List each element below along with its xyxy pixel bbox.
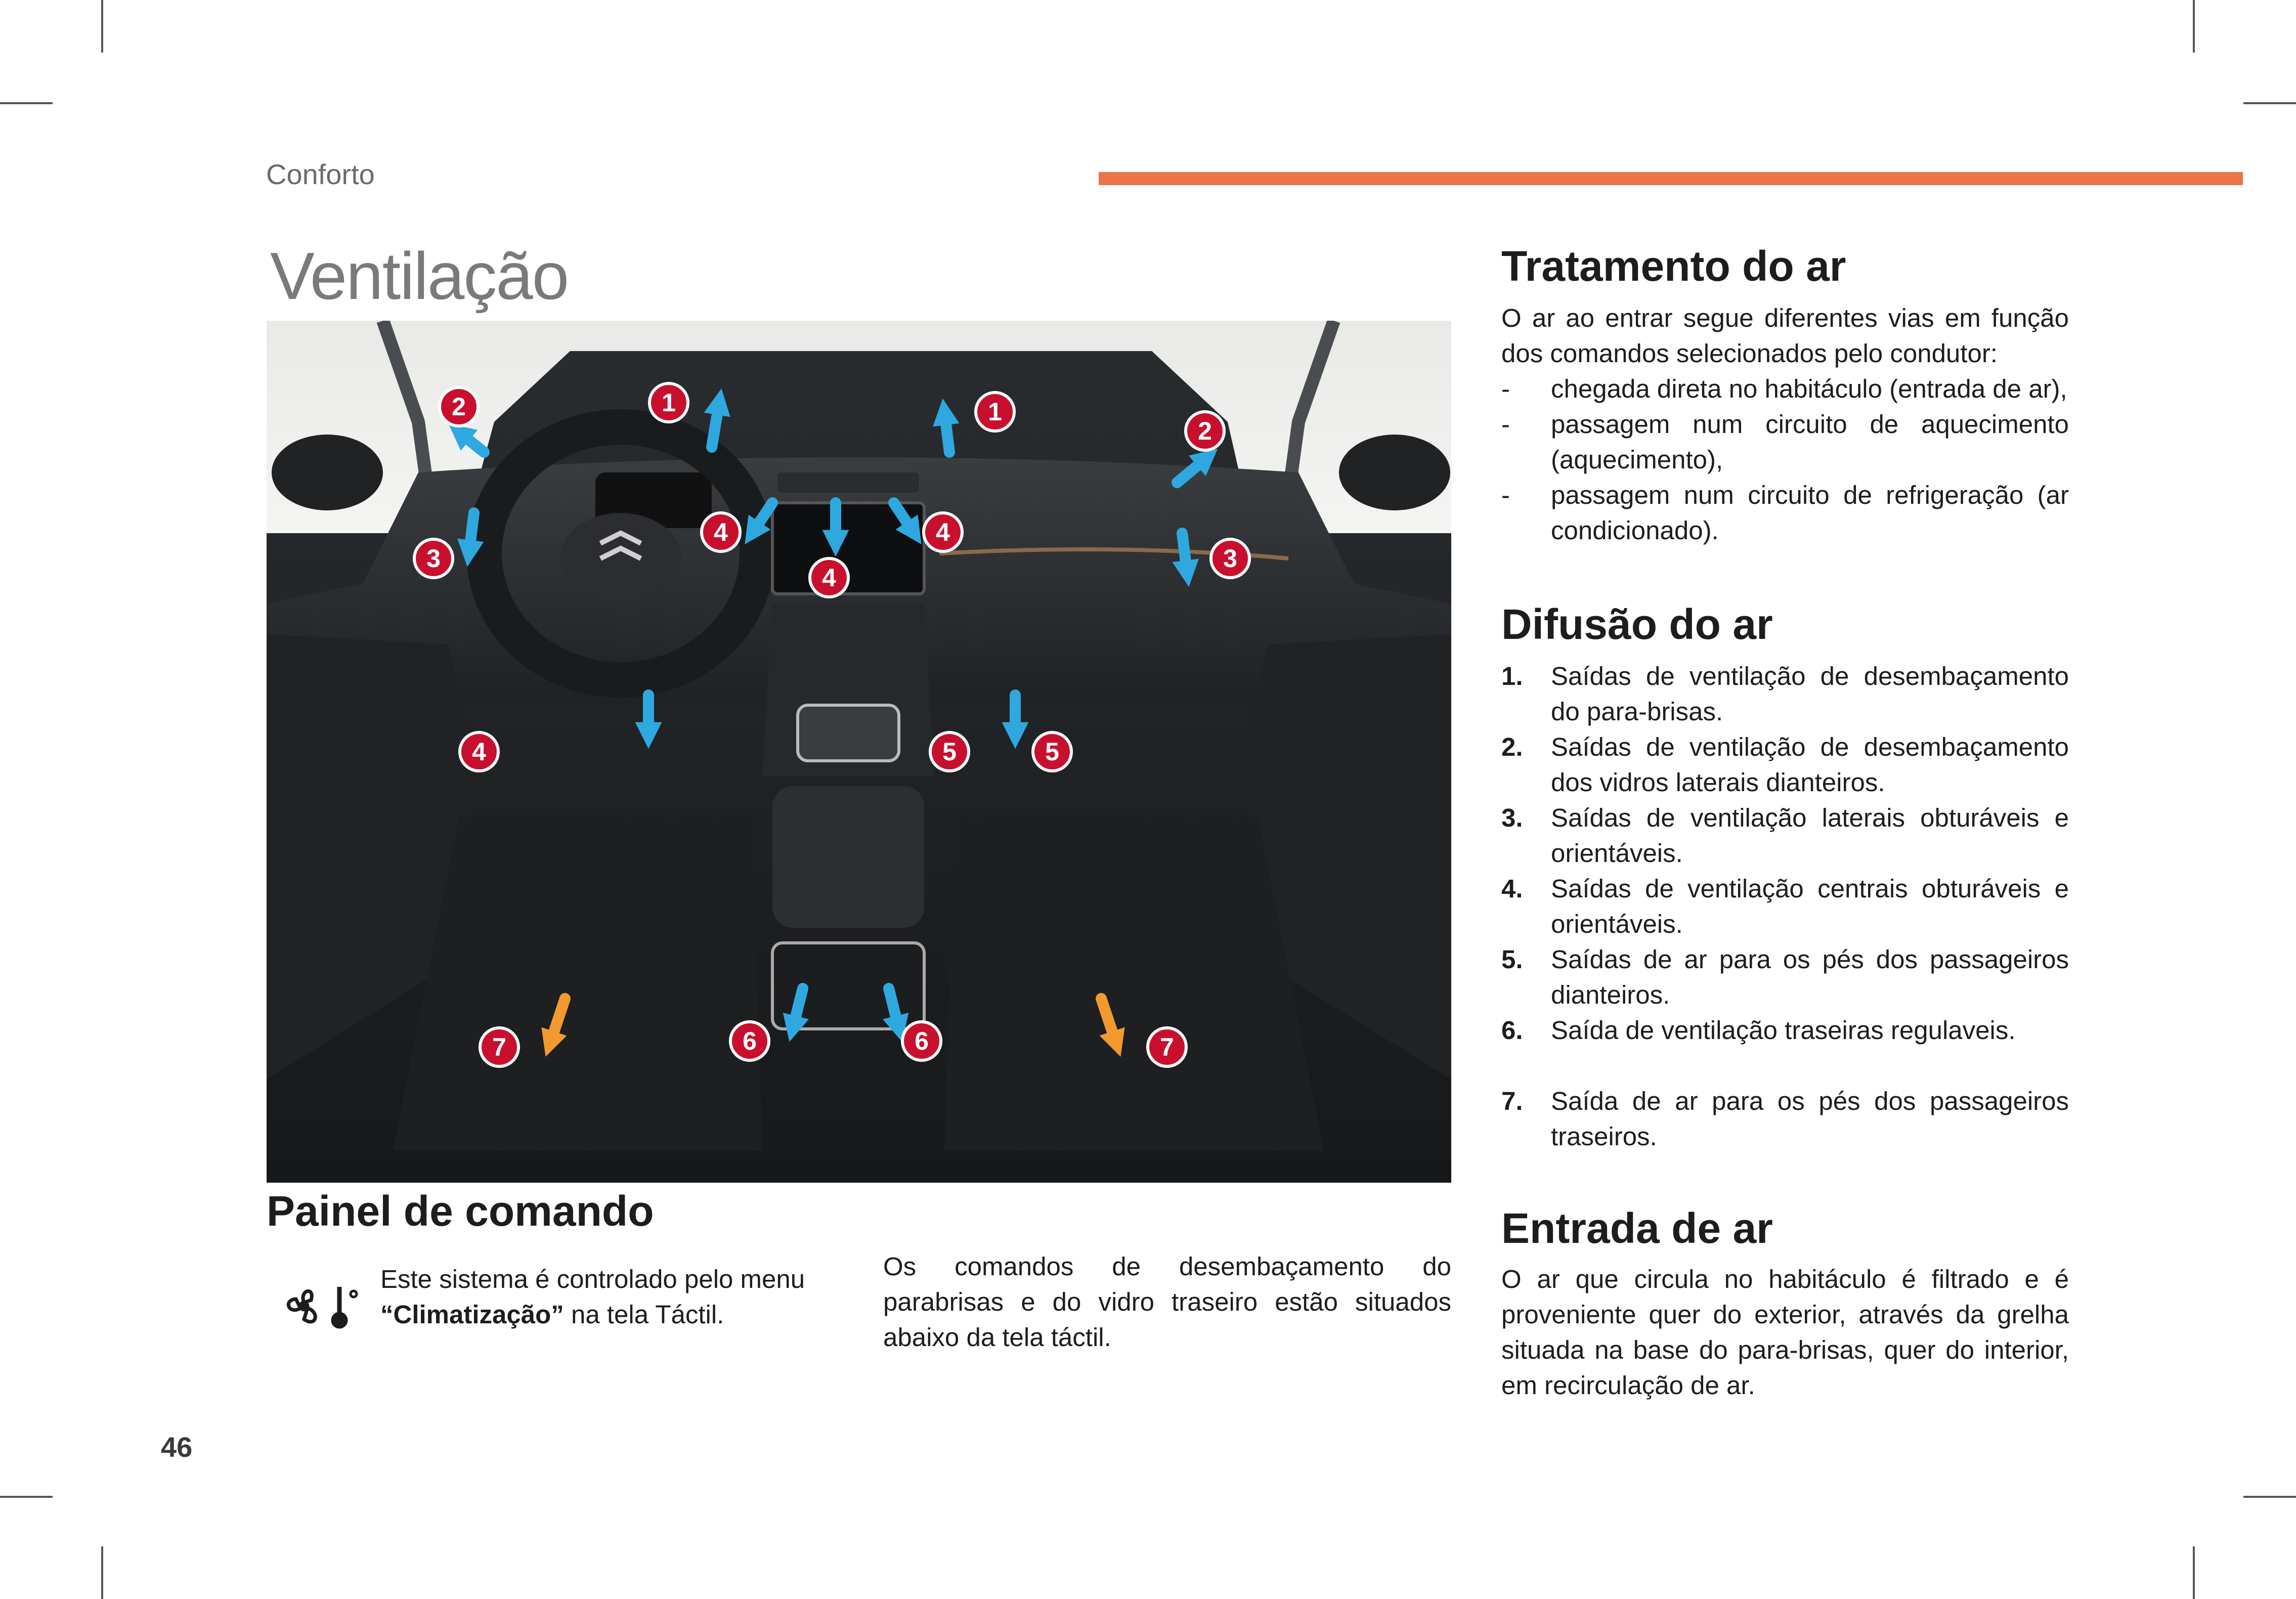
crop-mark (2193, 1546, 2195, 1599)
crop-mark (2243, 102, 2296, 104)
callout-number: 6 (743, 1027, 757, 1055)
difusao-heading: Difusão do ar (1501, 600, 1773, 648)
crop-mark (101, 1546, 103, 1599)
callout-number: 4 (936, 518, 950, 546)
callout-number: 4 (822, 564, 836, 592)
list-item: 4. Saídas de ventilação centrais obturáveis e orientáveis. (1501, 874, 2069, 938)
list-item: 1. Saídas de ventilação de desembaçamento do para-brisas. (1501, 662, 2069, 726)
callout-number: 3 (1223, 544, 1237, 573)
interior-ventilation-diagram (267, 321, 1451, 1183)
list-item: 2. Saídas de ventilação de desembaçamento dos vidros laterais dianteiros. (1501, 732, 2069, 797)
crop-mark (2193, 0, 2195, 53)
list-item: - chegada direta no habitáculo (entrada de ar), (1501, 374, 2067, 403)
entrada-text: O ar que circula no habitáculo é filtrado e é proveniente quer do exterior, através da grelha situada na base do para-brisas, quer do interior, em recirculação de ar. (1501, 1265, 2069, 1400)
list-item: 5. Saídas de ar para os pés dos passageiros dianteiros. (1501, 945, 2069, 1009)
crop-mark (0, 102, 53, 104)
callout-number: 4 (472, 738, 486, 766)
callout-number: 1 (662, 388, 676, 417)
tratamento-list (1501, 371, 2069, 548)
section-label: Conforto (266, 158, 375, 190)
page-number: 46 (161, 1431, 193, 1463)
desembacamento-text: Os comandos de desembaçamento do parabrisas e do vidro traseiro estão situados abaixo da tela táctil. (883, 1252, 1451, 1352)
tratamento-intro: O ar ao entrar segue diferentes vias em função dos comandos selecionados pelo condutor: (1501, 304, 2069, 368)
difusao-list (1501, 659, 2069, 1154)
callout-number: 1 (988, 398, 1002, 426)
callout-number: 6 (915, 1027, 929, 1055)
callout-number: 4 (714, 518, 728, 546)
callout-number: 7 (492, 1033, 506, 1061)
list-item: 7. Saída de ar para os pés dos passageiros traseiros. (1501, 1087, 2069, 1151)
callout-number: 2 (1198, 417, 1212, 445)
page-title: Ventilação (270, 239, 569, 313)
callout-number: 7 (1160, 1033, 1174, 1061)
painel-text: Este sistema é controlado pelo menu “Climatização” na tela Táctil. (380, 1265, 805, 1329)
callout-number: 5 (942, 738, 957, 766)
callout-number: 2 (452, 393, 466, 421)
tratamento-heading: Tratamento do ar (1501, 242, 1846, 290)
crop-mark (0, 1496, 53, 1498)
list-item: - passagem num circuito de refrigeração (ar condicionado). (1501, 481, 2069, 545)
list-item: 6. Saída de ventilação traseiras regulaveis. (1501, 1016, 2016, 1045)
crop-mark (101, 0, 103, 53)
car-interior-photo (267, 321, 1451, 1183)
callout-number: 5 (1045, 738, 1059, 766)
list-item: - passagem num circuito de aquecimento (aquecimento), (1501, 410, 2069, 474)
list-item: 3. Saídas de ventilação laterais obturáveis e orientáveis. (1501, 803, 2069, 868)
crop-mark (2243, 1496, 2296, 1498)
entrada-heading: Entrada de ar (1501, 1204, 1773, 1252)
painel-heading: Painel de comando (267, 1187, 654, 1235)
callout-number: 3 (426, 544, 441, 573)
header-accent-bar (1099, 172, 2243, 185)
fan-thermometer-icon (280, 1280, 361, 1332)
